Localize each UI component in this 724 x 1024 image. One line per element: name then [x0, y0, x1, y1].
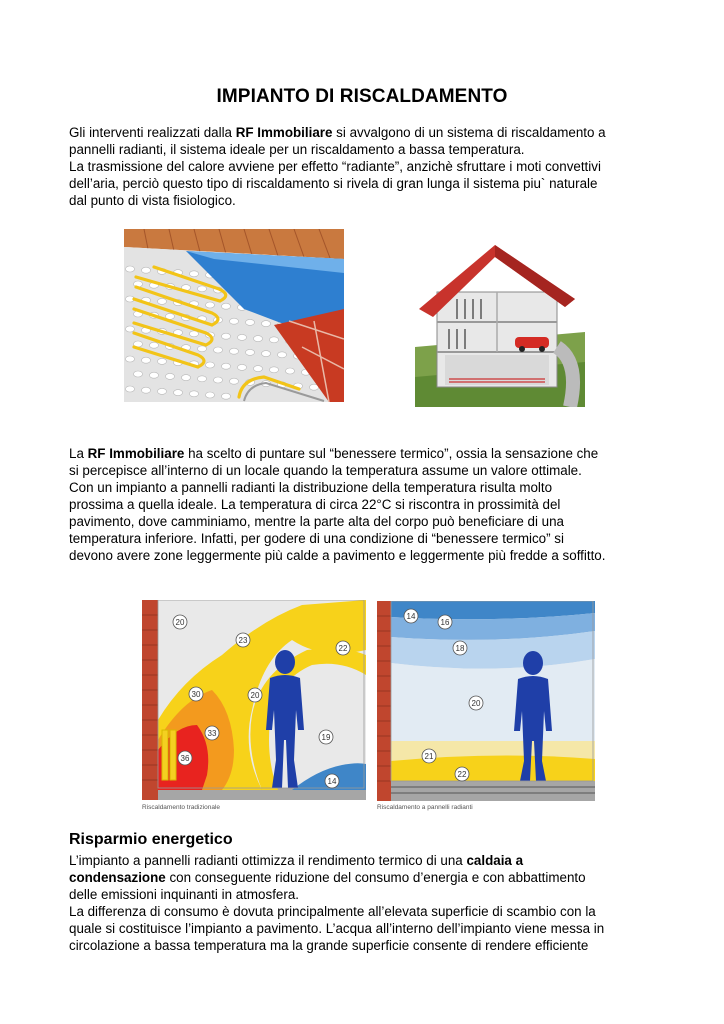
risparmio-line-6: circolazione a bassa temperatura ma la grande superficie consente di rendere efficiente	[69, 938, 589, 953]
intro-line-4: dell’aria, perciò questo tipo di riscaldamento si rivela di gran lunga il sistema piu` naturale	[69, 176, 598, 191]
temperature-label-0	[404, 609, 418, 623]
risparmio-paragraph	[69, 852, 656, 954]
benessere-line-7: devono avere zone leggermente più calde a pavimento e leggermente più fredde a soffitto.	[69, 548, 606, 563]
svg-text:18: 18	[455, 644, 465, 653]
temperature-label-5	[455, 767, 469, 781]
warm-band-22	[391, 755, 595, 781]
company-name: RF Immobiliare	[235, 125, 333, 140]
benessere-line-4: prossima a quella ideale. La temperatura di circa 22°C si riscontra in prossimità del	[69, 497, 561, 512]
text-span: Gli interventi realizzati dalla	[69, 125, 236, 140]
svg-text:22: 22	[457, 770, 467, 779]
temperature-label-4	[248, 688, 262, 702]
intro-line-2: pannelli radianti, il sistema ideale per un riscaldamento a bassa temperatura.	[69, 142, 525, 157]
temperature-label-6	[319, 730, 333, 744]
risparmio-line-4: La differenza di consumo è dovuta principalmente all’elevata superficie di scambio con la	[69, 904, 596, 919]
section-heading-risparmio: Risparmio energetico	[69, 831, 233, 848]
benessere-line-2: si percepisce all’interno di un locale quando la temperatura assume un valore ottimale.	[69, 463, 582, 478]
benessere-line-3: Con un impianto a pannelli radianti la distribuzione della temperatura risulta molto	[69, 480, 553, 495]
temperature-label-0	[173, 615, 187, 629]
benessere-line-5: pavimento, dove camminiamo, mentre la parte alta del corpo può beneficiare di una	[69, 514, 564, 529]
text-span: L’impianto a pannelli radianti ottimizza il rendimento termico di una	[69, 853, 467, 868]
radiant-heating-caption: Riscaldamento a pannelli radianti	[377, 804, 473, 811]
benessere-line-6: temperatura inferiore. Infatti, per godere di una condizione di “benessere termico” si	[69, 531, 564, 546]
risparmio-line-5: quale si costituisce l’impianto a pavimento. L’acqua all’interno dell’impianto viene messa in	[69, 921, 605, 936]
svg-text:33: 33	[207, 729, 217, 738]
svg-text:23: 23	[238, 636, 248, 645]
underfloor-heating-illustration	[124, 229, 344, 402]
temperature-label-2	[336, 641, 350, 655]
page-title: IMPIANTO DI RISCALDAMENTO	[216, 86, 508, 107]
svg-text:20: 20	[250, 691, 260, 700]
risparmio-line-3: delle emissioni inquinanti in atmosfera.	[69, 887, 299, 902]
svg-text:14: 14	[327, 777, 337, 786]
company-name: RF Immobiliare	[87, 446, 185, 461]
svg-text:19: 19	[321, 733, 331, 742]
neutral-band-20	[391, 659, 595, 741]
traditional-heating-diagram	[142, 600, 366, 800]
temperature-label-3	[469, 696, 483, 710]
intro-paragraph	[69, 124, 656, 209]
intro-line-3: La trasmissione del calore avviene per effetto “radiante”, anzichè sfruttare i moti convettivi	[69, 159, 601, 174]
temperature-label-5	[205, 726, 219, 740]
risparmio-line-1	[69, 852, 656, 869]
text-span: si avvalgono di un sistema di riscaldamento a	[332, 125, 606, 140]
svg-text:22: 22	[338, 644, 348, 653]
risparmio-line-2	[69, 869, 656, 886]
benessere-paragraph	[69, 445, 656, 564]
bold-term: caldaia a	[466, 853, 524, 868]
intro-line-1	[69, 124, 656, 141]
temperature-label-4	[422, 749, 436, 763]
temperature-label-1	[236, 633, 250, 647]
intro-line-5: dal punto di vista fisiologico.	[69, 193, 236, 208]
svg-text:14: 14	[406, 612, 416, 621]
svg-text:20: 20	[175, 618, 185, 627]
svg-text:16: 16	[440, 618, 450, 627]
temperature-label-8	[325, 774, 339, 788]
temperature-label-3	[189, 687, 203, 701]
svg-text:21: 21	[424, 752, 434, 761]
temperature-label-2	[453, 641, 467, 655]
house-cutaway-illustration	[415, 237, 585, 407]
svg-text:30: 30	[191, 690, 201, 699]
radiant-heating-diagram	[377, 601, 595, 801]
svg-text:20: 20	[471, 699, 481, 708]
bold-term: condensazione	[69, 870, 166, 885]
traditional-heating-caption: Riscaldamento tradizionale	[142, 804, 221, 811]
text-span: La	[69, 446, 88, 461]
temperature-label-7	[178, 751, 192, 765]
text-span: ha scelto di puntare sul “benessere termico”, ossia la sensazione che	[184, 446, 599, 461]
benessere-line-1	[69, 445, 656, 462]
svg-text:36: 36	[180, 754, 190, 763]
text-span: con conseguente riduzione del consumo d’energia e con abbattimento	[165, 870, 586, 885]
temperature-label-1	[438, 615, 452, 629]
